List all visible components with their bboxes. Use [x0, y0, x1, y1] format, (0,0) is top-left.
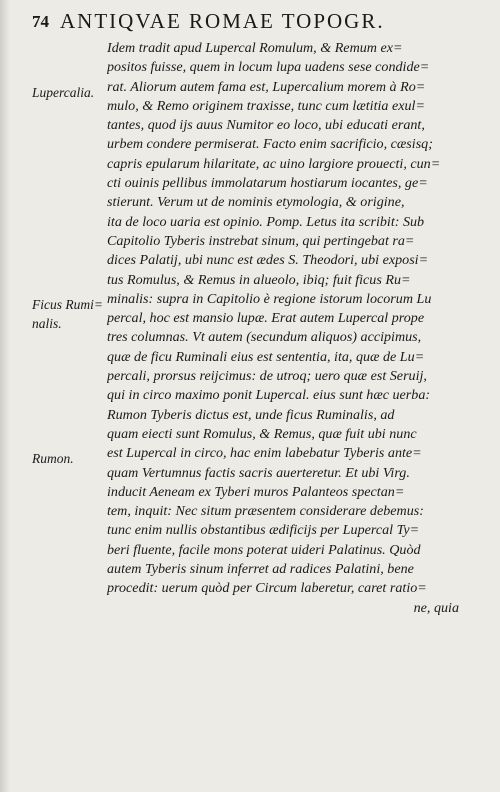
body-text — [107, 39, 459, 618]
running-head: ANTIQVAE ROMAE TOPOGR. — [60, 9, 385, 33]
gutter-shadow — [0, 0, 10, 792]
text-line: autem Tyberis sinum inferret ad radices Palatini, bene — [107, 561, 414, 578]
text-line: rat. Aliorum autem fama est, Lupercalium morem à Ro= — [107, 78, 426, 95]
text-line: inducit Aeneam ex Tyberi muros Palanteos spectan= — [107, 483, 405, 500]
text-line: cti ouinis pellibus immolatarum hostiarum iocantes, ge= — [107, 175, 428, 192]
text-line: mulo, & Remo originem traxisse, tunc cum lætitia exul= — [107, 97, 425, 114]
text-line: est Lupercal in circo, hac enim labebatur Tyberis ante= — [107, 445, 422, 462]
text-line: stierunt. Verum ut de nominis etymologia, & origine, — [107, 194, 405, 211]
text-line: tunc enim nullis obstantibus ædificijs per Lupercal Ty= — [107, 522, 420, 539]
text-line: urbem condere permiserat. Facto enim sacrificio, cæsisq; — [107, 136, 433, 153]
text-line: Capitolio Tyberis instrebat sinum, qui pertingebat ra= — [107, 232, 415, 249]
margin-note-ficus-line-2: nalis. — [32, 316, 62, 332]
text-line: tem, inquit: Nec situm præsentem considerare debemus: — [107, 503, 424, 520]
margin-note-lupercalia: Lupercalia. — [32, 85, 95, 100]
text-line: quam eiecti sunt Romulus, & Remus, quæ fuit ubi nunc — [107, 425, 417, 442]
text-line: quam Vertumnus factis sacris auerteretur. Et ubi Virg. — [107, 464, 410, 481]
margin-note-ficus-line-1: Ficus Rumi= — [32, 297, 103, 312]
text-line: beri fluente, facile mons poterat uideri Palatinus. Quòd — [107, 541, 421, 558]
text-line: Idem tradit apud Lupercal Romulum, & Remum ex= — [107, 40, 403, 56]
page-number: 74 — [32, 12, 49, 31]
text-line: tantes, quod ijs auus Numitor eo loco, ubi educati erant, — [107, 117, 425, 134]
text-line: tres columnas. Vt autem (secundum aliquos) accipimus, — [107, 329, 422, 346]
text-line: tus Romulus, & Remus in alueolo, ibiq; fuit ficus Ru= — [107, 271, 411, 288]
text-line: capris epularum hilaritate, ac uino largiore prouecti, cun= — [107, 155, 441, 172]
text-line: positos fuisse, quem in locum lupa uadens sese condide= — [107, 59, 430, 76]
text-line: quæ de ficu Ruminali eius est sententia, ita, quæ de Lu= — [107, 348, 425, 365]
catchword: ne, quia — [413, 599, 459, 616]
text-line: minalis: supra in Capitolio è regione istorum locorum Lu — [107, 290, 432, 307]
text-line: percal, hoc est mansio lupæ. Erat autem Lupercal prope — [107, 310, 425, 327]
text-line: dices Palatij, ubi nunc est ædes S. Theodori, ubi exposi= — [107, 252, 429, 269]
text-line: qui in circo maximo ponit Lupercal. eius sunt hæc uerba: — [107, 387, 431, 404]
text-line: Rumon Tyberis dictus est, unde ficus Ruminalis, ad — [107, 406, 395, 423]
text-line: percali, prorsus reijcimus: de utroq; uero quæ est Seruij, — [107, 368, 427, 385]
margin-note-rumon: Rumon. — [32, 451, 74, 466]
margin-note-ficus-ruminalis — [32, 295, 103, 334]
text-line: ita de loco uaria est opinio. Pomp. Letus ita scribit: Sub — [107, 213, 425, 230]
text-line: procedit: uerum quòd per Circum laberetur, caret ratio= — [107, 580, 427, 597]
